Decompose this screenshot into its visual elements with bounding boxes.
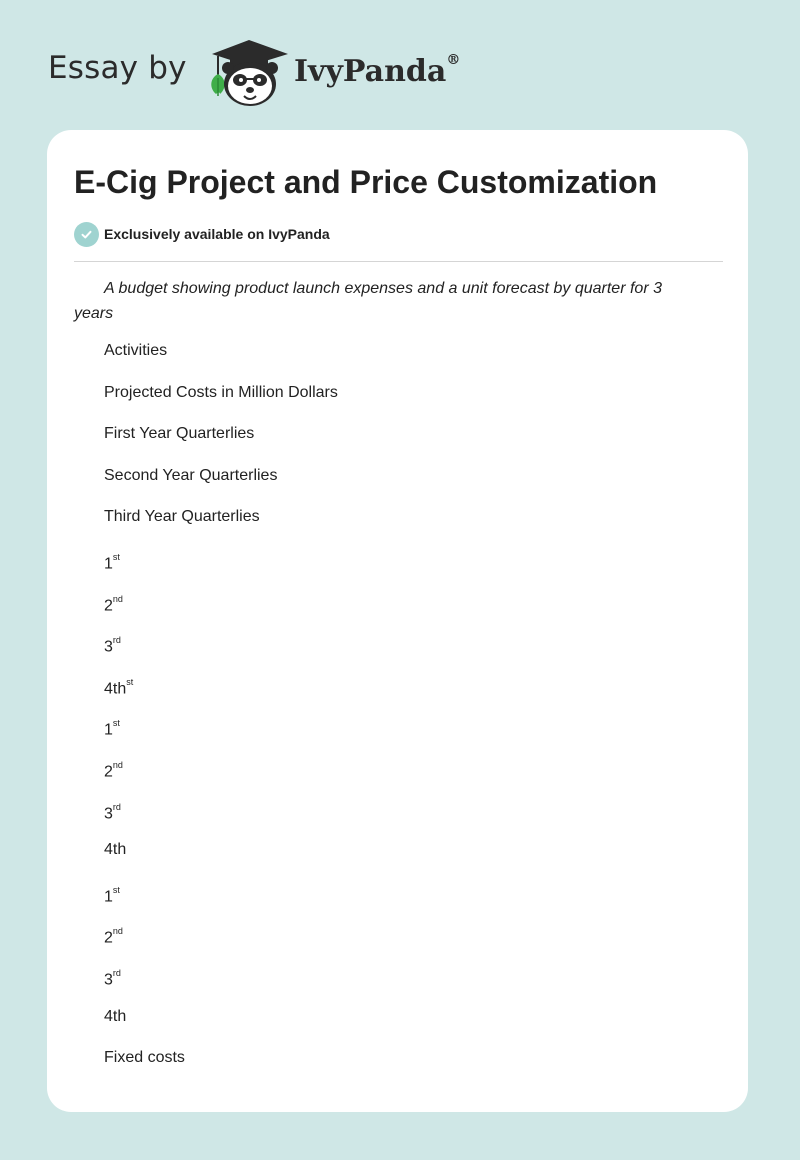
list-item	[74, 1007, 704, 1049]
list-item-text: 1	[104, 888, 113, 906]
page-title: E-Cig Project and Price Customization	[74, 164, 658, 200]
table-row-list	[74, 341, 704, 1090]
essay-content	[74, 276, 704, 1090]
list-item	[74, 923, 704, 965]
list-item	[74, 549, 704, 591]
list-item	[74, 632, 704, 674]
list-item-text: Second Year Quarterlies	[104, 466, 278, 484]
list-item-text: First Year Quarterlies	[104, 425, 255, 443]
list-item	[74, 383, 704, 425]
title-divider	[74, 261, 723, 262]
list-item	[74, 799, 704, 841]
list-item	[74, 591, 704, 633]
ordinal-suffix: st	[112, 884, 120, 895]
ordinal-suffix: nd	[112, 593, 123, 604]
essay-by-label: Essay by	[48, 50, 187, 86]
check-circle-icon	[74, 222, 99, 247]
list-item	[74, 965, 704, 1007]
list-item-text: 3	[104, 804, 113, 822]
list-item-text: Projected Costs in Million Dollars	[104, 383, 338, 401]
ordinal-suffix: rd	[112, 801, 121, 812]
list-item-text: 1	[104, 721, 113, 739]
list-item-text: 4th	[104, 841, 127, 859]
registered-mark: ®	[446, 52, 461, 68]
list-item	[74, 674, 704, 716]
list-item-text: 1	[104, 555, 113, 573]
ordinal-suffix: rd	[112, 967, 121, 978]
list-item	[74, 882, 704, 924]
list-item-text: 4th	[104, 680, 127, 698]
exclusive-label: Exclusively available on IvyPanda	[104, 226, 330, 242]
list-item-text: 2	[104, 763, 113, 781]
site-header	[48, 34, 488, 110]
ordinal-suffix: nd	[112, 926, 123, 937]
ordinal-suffix: rd	[112, 635, 121, 646]
list-item-text: 4th	[104, 1007, 127, 1025]
list-item-text: Activities	[104, 342, 168, 359]
list-item-text: 3	[104, 638, 113, 656]
exclusive-badge	[74, 221, 330, 247]
list-item	[74, 757, 704, 799]
brand-name[interactable]: IvyPanda®	[294, 52, 461, 89]
list-item	[74, 715, 704, 757]
ordinal-suffix: st	[112, 551, 120, 562]
ordinal-suffix: nd	[112, 759, 123, 770]
ordinal-suffix: st	[112, 718, 120, 729]
list-item-text: Third Year Quarterlies	[104, 508, 260, 526]
ordinal-suffix: st	[126, 676, 134, 687]
list-item-text: 2	[104, 929, 113, 947]
list-item-text: 2	[104, 596, 113, 614]
essay-card	[47, 130, 748, 1112]
list-item	[74, 424, 704, 466]
list-item-text: Fixed costs	[104, 1049, 185, 1067]
list-item	[74, 840, 704, 882]
panda-graduate-logo-icon[interactable]	[204, 34, 294, 110]
list-item	[74, 341, 704, 383]
list-item	[74, 1048, 704, 1090]
list-item	[74, 466, 704, 508]
list-item-text: 3	[104, 971, 113, 989]
intro-paragraph: A budget showing product launch expenses and a unit forecast by quarter for 3 years	[74, 280, 662, 322]
list-item	[74, 507, 704, 549]
